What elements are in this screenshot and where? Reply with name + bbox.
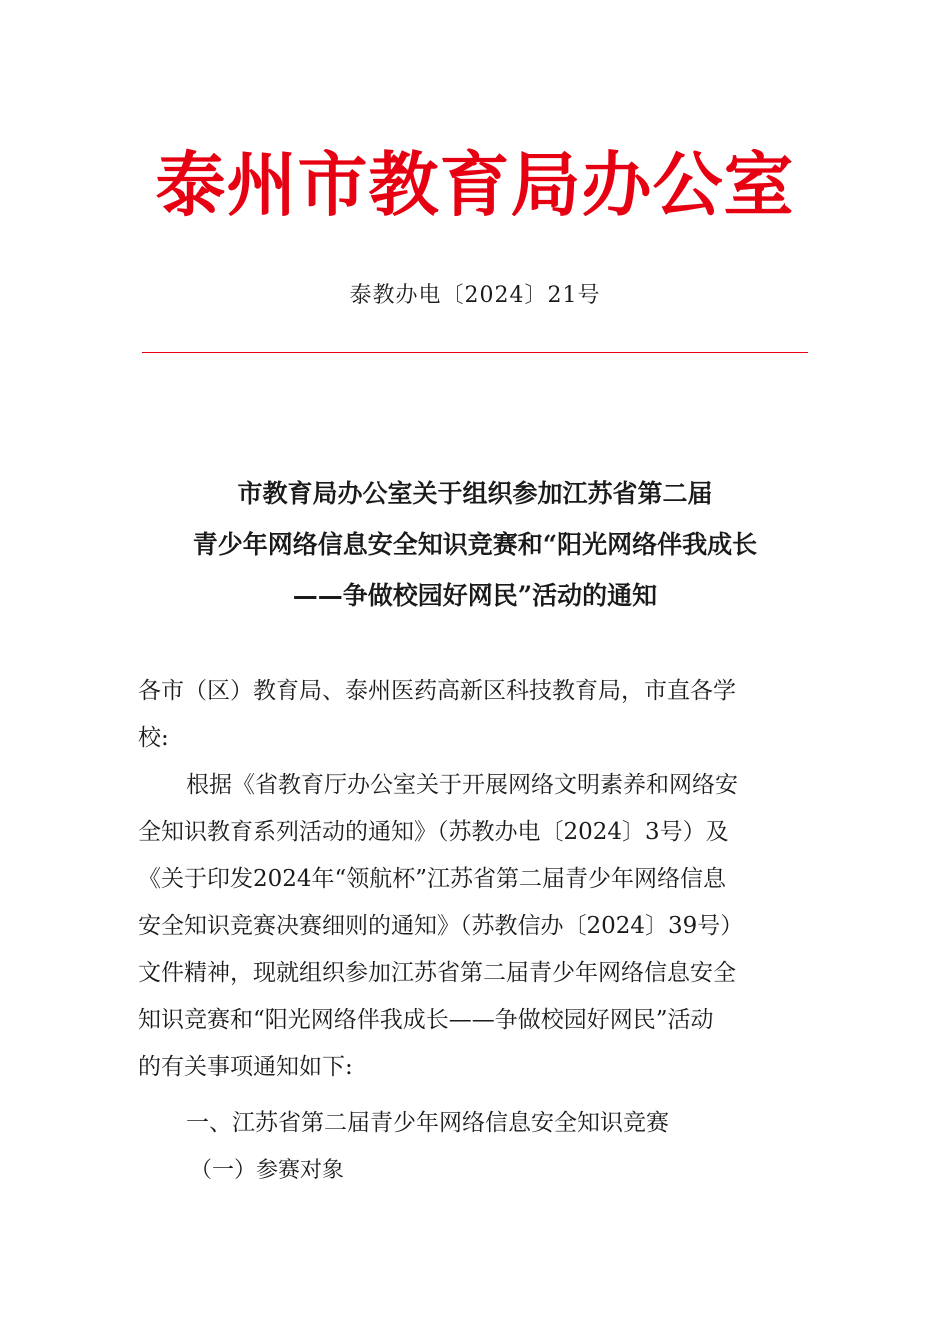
- document-number: 泰教办电〔2024〕21号: [349, 283, 601, 308]
- notice-title-line-3: ——争做校园好网民”活动的通知: [292, 581, 658, 610]
- red-divider-line: [142, 352, 808, 353]
- paragraph-line-1: 根据《省教育厅办公室关于开展网络文明素养和网络安: [186, 772, 738, 798]
- salutation-line-1: 各市（区）教育局、泰州医药高新区科技教育局，市直各学: [138, 678, 736, 704]
- masthead-title: 泰州市教育局办公室: [155, 144, 795, 226]
- paragraph-line-6: 知识竞赛和“阳光网络伴我成长——争做校园好网民”活动: [138, 1007, 714, 1033]
- notice-title: [120, 468, 830, 621]
- notice-title-line-2: 青少年网络信息安全知识竞赛和“阳光网络伴我成长: [192, 530, 758, 559]
- paragraph-line-4: 安全知识竞赛决赛细则的通知》（苏教信办〔2024〕39号）: [138, 913, 744, 939]
- paragraph-line-7: 的有关事项通知如下:: [138, 1054, 353, 1080]
- section-heading-1: 一、江苏省第二届青少年网络信息安全知识竞赛: [186, 1110, 669, 1136]
- salutation-line-2: 校:: [138, 725, 169, 751]
- salutation: [138, 668, 810, 762]
- paragraph-line-3: 《关于印发2024年“领航杯”江苏省第二届青少年网络信息: [138, 866, 727, 892]
- body-paragraph: [138, 762, 810, 1091]
- subsection-heading-1: （一）参赛对象: [190, 1158, 345, 1183]
- notice-title-line-1: 市教育局办公室关于组织参加江苏省第二届: [237, 479, 713, 508]
- paragraph-line-5: 文件精神，现就组织参加江苏省第二届青少年网络信息安全: [138, 960, 736, 986]
- paragraph-line-2: 全知识教育系列活动的通知》（苏教办电〔2024〕3号）及: [138, 819, 729, 845]
